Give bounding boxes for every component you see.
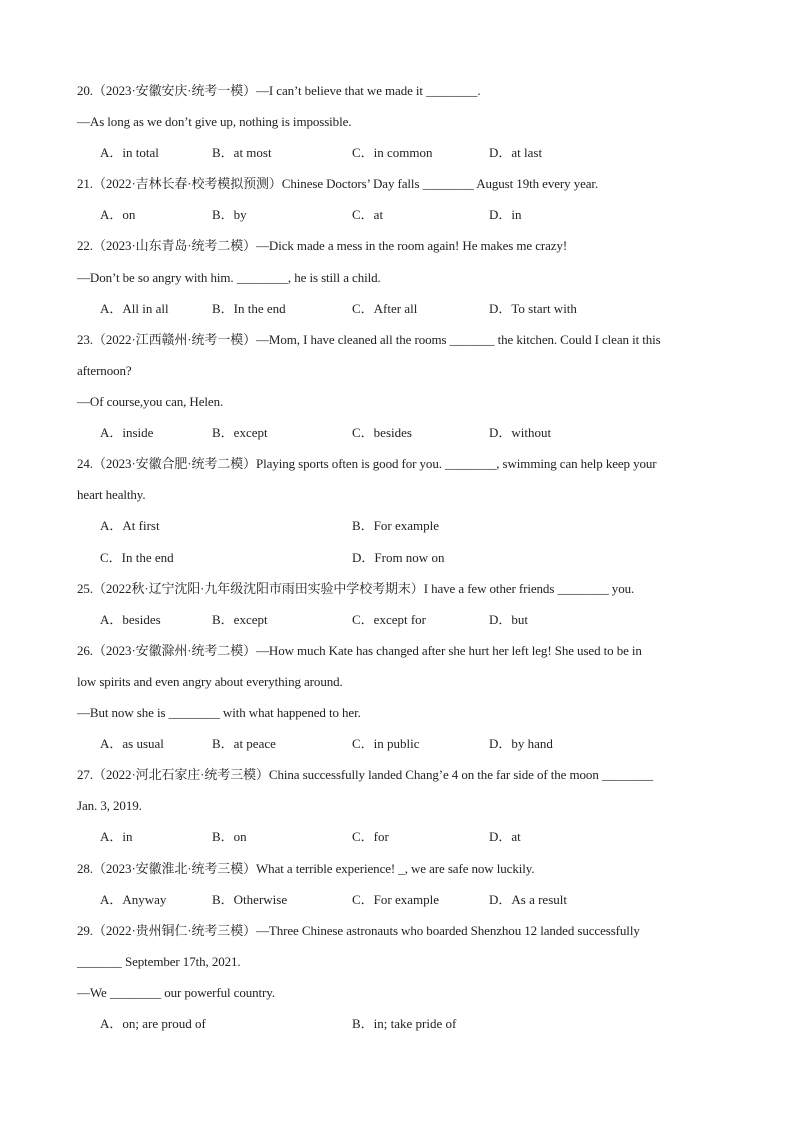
- answer-option[interactable]: B．on: [212, 829, 247, 844]
- answer-option[interactable]: D．To start with: [489, 301, 577, 316]
- question-text: —But now she is: [77, 705, 169, 720]
- question-text: 23.（2022·江西赣州·统考一模）—Mom, I have cleaned all the rooms: [77, 332, 450, 347]
- question-text: 26.（2023·安徽滁州·统考二模）—How much Kate has changed after she hurt her left leg! She used to be in: [77, 643, 642, 658]
- answer-blank: _______: [449, 332, 495, 347]
- question-stem: [77, 922, 640, 940]
- question-line: [77, 113, 351, 131]
- answer-blank: ________: [601, 767, 654, 782]
- question-text: , we are safe now luckily.: [404, 861, 535, 876]
- question-text: .: [477, 83, 481, 98]
- answer-option[interactable]: B．Otherwise: [212, 892, 288, 907]
- question-text: , swimming can help keep your: [496, 456, 657, 471]
- answer-option[interactable]: A．besides: [100, 612, 161, 627]
- answer-option[interactable]: C．In the end: [100, 550, 174, 565]
- question-text: —We: [77, 985, 110, 1000]
- question-text: you.: [608, 581, 635, 596]
- question-text: —As long as we don’t give up, nothing is impossible.: [77, 114, 352, 129]
- answer-blank: _______: [77, 954, 122, 969]
- question-text: —Of course,you can, Helen.: [77, 394, 224, 409]
- answer-option[interactable]: A．inside: [100, 425, 154, 440]
- answer-option[interactable]: A．on: [100, 207, 136, 222]
- answer-option[interactable]: C．in public: [352, 736, 420, 751]
- answer-option[interactable]: D．From now on: [352, 550, 445, 565]
- answer-option[interactable]: C．in common: [352, 145, 433, 160]
- answer-option[interactable]: C．After all: [352, 301, 418, 316]
- question-stem: [77, 455, 657, 473]
- question-text: Jan. 3, 2019.: [77, 798, 142, 813]
- question-line: [77, 953, 241, 971]
- answer-option[interactable]: B．except: [212, 612, 268, 627]
- question-line: [77, 393, 223, 411]
- answer-option[interactable]: A．in: [100, 829, 133, 844]
- question-stem: [77, 175, 598, 193]
- question-text: with what happened to her.: [219, 705, 361, 720]
- answer-option[interactable]: D．in: [489, 207, 522, 222]
- answer-option[interactable]: B．except: [212, 425, 268, 440]
- answer-option[interactable]: D．without: [489, 425, 552, 440]
- answer-option[interactable]: B．In the end: [212, 301, 286, 316]
- answer-blank: ________: [236, 270, 288, 285]
- question-text: afternoon?: [77, 363, 132, 378]
- answer-blank: _: [398, 861, 405, 876]
- answer-option[interactable]: B．at most: [212, 145, 272, 160]
- question-line: [77, 984, 275, 1002]
- question-text: the kitchen. Could I clean it this: [494, 332, 661, 347]
- question-text: September 17th, 2021.: [121, 954, 241, 969]
- answer-option[interactable]: B．in; take pride of: [352, 1016, 457, 1031]
- answer-option[interactable]: C．besides: [352, 425, 412, 440]
- question-text: 29.（2022·贵州铜仁·统考三模）—Three Chinese astronauts who boarded Shenzhou 12 landed successfully: [77, 923, 640, 938]
- answer-option[interactable]: A．on; are proud of: [100, 1016, 206, 1031]
- answer-blank: ________: [168, 705, 220, 720]
- question-line: [77, 269, 381, 287]
- answer-option[interactable]: D．at last: [489, 145, 543, 160]
- answer-option[interactable]: B．For example: [352, 518, 440, 533]
- answer-option[interactable]: A．in total: [100, 145, 159, 160]
- answer-blank: ________: [422, 176, 474, 191]
- question-line: [77, 704, 361, 722]
- question-stem: [77, 580, 634, 598]
- answer-option[interactable]: D．but: [489, 612, 529, 627]
- question-stem: [77, 766, 653, 784]
- answer-option[interactable]: A．Anyway: [100, 892, 167, 907]
- question-line: [77, 797, 142, 815]
- answer-blank: ________: [445, 456, 497, 471]
- question-stem: [77, 860, 534, 878]
- question-text: heart healthy.: [77, 487, 146, 502]
- question-text: 22.（2023·山东青岛·统考二模）—Dick made a mess in the room again! He makes me crazy!: [77, 238, 568, 253]
- question-stem: [77, 642, 642, 660]
- question-stem: [77, 331, 661, 349]
- answer-option[interactable]: A．At first: [100, 518, 160, 533]
- answer-option[interactable]: B．by: [212, 207, 247, 222]
- answer-option[interactable]: A．All in all: [100, 301, 169, 316]
- answer-option[interactable]: D．by hand: [489, 736, 553, 751]
- question-text: 21.（2022·吉林长春·校考模拟预测）Chinese Doctors’ Day falls: [77, 176, 423, 191]
- question-text: 27.（2022·河北石家庄·统考三模）China successfully landed Chang’e 4 on the far side of the moon: [77, 767, 602, 782]
- answer-option[interactable]: B．at peace: [212, 736, 276, 751]
- question-line: [77, 673, 343, 691]
- question-text: 28.（2023·安徽淮北·统考三模）What a terrible experience!: [77, 861, 399, 876]
- question-text: —Don’t be so angry with him.: [77, 270, 237, 285]
- question-text: 20.（2023·安徽安庆·统考一模）—I can’t believe that we made it: [77, 83, 427, 98]
- answer-option[interactable]: A．as usual: [100, 736, 164, 751]
- answer-option[interactable]: C．for: [352, 829, 389, 844]
- answer-option[interactable]: C．For example: [352, 892, 440, 907]
- question-text: 24.（2023·安徽合肥·统考二模）Playing sports often is good for you.: [77, 456, 446, 471]
- question-text: , he is still a child.: [287, 270, 381, 285]
- answer-option[interactable]: C．except for: [352, 612, 427, 627]
- question-stem: [77, 237, 567, 255]
- answer-option[interactable]: D．As a result: [489, 892, 567, 907]
- question-text: our powerful country.: [161, 985, 275, 1000]
- question-text: low spirits and even angry about everything around.: [77, 674, 343, 689]
- question-stem: [77, 82, 480, 100]
- answer-option[interactable]: C．at: [352, 207, 384, 222]
- question-text: 25.（2022秋·辽宁沈阳·九年级沈阳市雨田实验中学校考期末）I have a few other friends: [77, 581, 558, 596]
- question-line: [77, 486, 146, 504]
- answer-blank: ________: [426, 83, 478, 98]
- answer-blank: ________: [557, 581, 609, 596]
- answer-option[interactable]: D．at: [489, 829, 521, 844]
- question-line: [77, 362, 132, 380]
- question-text: August 19th every year.: [473, 176, 599, 191]
- answer-blank: ________: [109, 985, 162, 1000]
